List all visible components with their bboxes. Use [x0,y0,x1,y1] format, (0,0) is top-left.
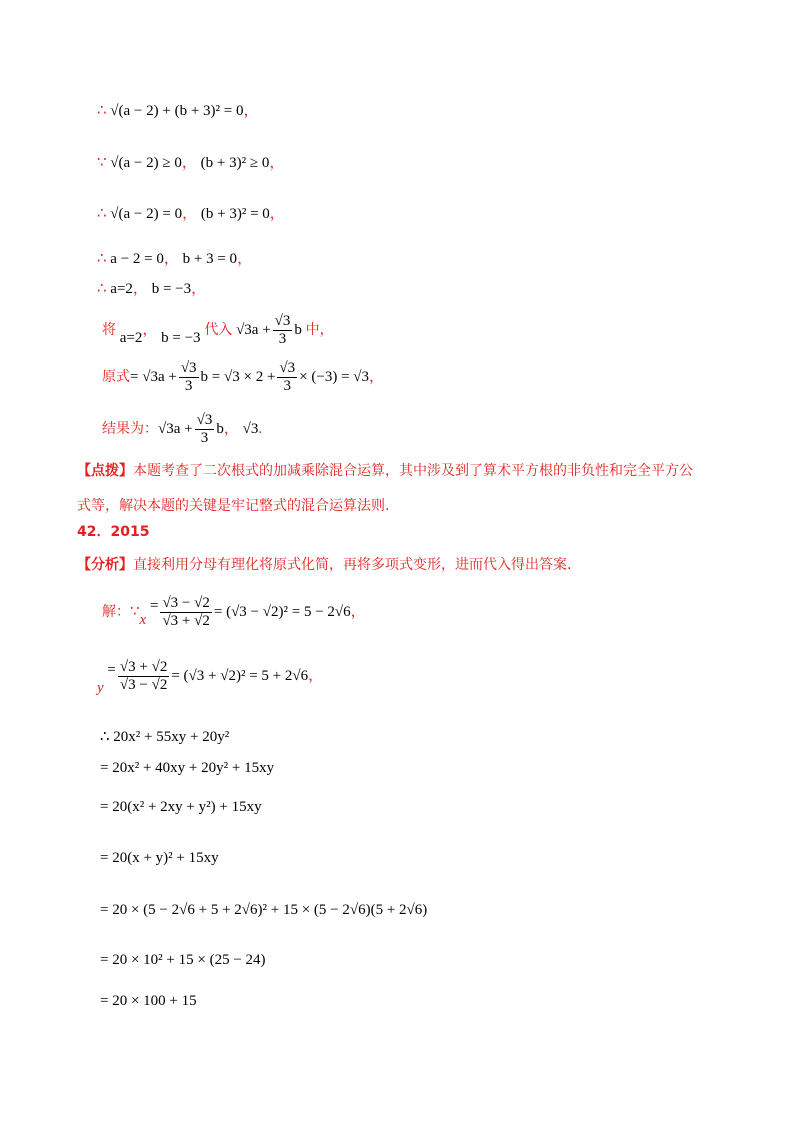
calc-step-6: = 20 × 10² + 15 × (25 − 24) [100,952,266,968]
punctuation: ， [132,281,148,297]
problem-number: 42．2015 [77,524,150,540]
math-expression-2: (b + 3)² = 0 [200,206,270,222]
math-expression-2: b + 3 = 0 [182,251,238,267]
calc-step-4: = 20(x + y)² + 15xy [100,850,219,866]
step-line-5 [97,278,206,299]
variable-y: y [97,680,104,696]
tip-line-2 [77,496,389,516]
value-a: a=2 [119,330,143,346]
because-symbol: ∵ [130,602,140,620]
fraction: $\frac{√3}{3}$ [279,360,296,395]
analysis-bracket: 【分析】 [77,557,133,573]
punctuation: ， [237,251,253,267]
fraction: $\frac{√3 + √2}{√3 - √2}$ [119,659,168,694]
substitute-mid: 代入 [204,322,233,338]
tip-text: 本题考查了二次根式的加减乘除混合运算，其中涉及到了算术平方根的非负性和完全平方公 [133,463,693,479]
solution-y-line: y = $\frac{√3 + √2}{√3 - √2}$ = (√3 + √2)² = 5 + 2√6， [97,659,324,696]
math-expression: b = √3 × 2 + [200,369,276,385]
math-expression: a − 2 = 0 [110,251,164,267]
calc-step-5: = 20 × (5 − 2√6 + 5 + 2√6)² + 15 × (5 − 2√6)(5 + 2√6) [100,902,428,918]
math-expression: × (−3) = √3 [299,369,370,385]
substitute-suffix: 中， [305,322,334,338]
original-label: 原式 [102,369,130,385]
punctuation: ， [191,281,207,297]
math-expression: = √3a + [130,369,177,385]
math-expression: √(a − 2) = 0 [110,206,183,222]
tip-bracket: 【点拨】 [77,463,133,479]
original-expression-line [102,359,384,395]
step-line-2 [97,152,284,173]
fraction: $\frac{√3}{3}$ [196,412,213,447]
substitute-line: 将 a=2， b = −3 代入 √3a + $\frac{√3}{3}$ b 中， [102,313,334,348]
punctuation: ， [269,206,285,222]
because-symbol: ∵ [97,153,107,171]
substitute-prefix: 将 [102,322,116,338]
math-expression: = (√3 + √2)² = 5 + 2√6 [171,668,309,684]
punctuation: ， [243,103,259,119]
expression-right: b [216,421,224,437]
therefore-symbol: ∴ [97,249,107,267]
calc-step-3: = 20(x² + 2xy + y²) + 15xy [100,799,262,815]
fraction: $\frac{√3}{3}$ [180,360,197,395]
therefore-symbol: ∴ [97,279,107,297]
punctuation: ， [269,155,285,171]
calc-step-7: = 20 × 100 + 15 [100,993,197,1009]
solution-x-line: 解：∵x = $\frac{√3 - √2}{√3 + √2}$ = (√3 − √2)² = 5 − 2√6， [102,595,366,630]
fraction: $\frac{√3}{3}$ [274,313,291,348]
result-line: 结果为：√3a + $\frac{√3}{3}$ b， √3. [102,412,263,447]
math-expression: = (√3 − √2)² = 5 − 2√6 [213,604,351,620]
fraction: $\frac{√3 - √2}{√3 + √2}$ [162,595,210,630]
analysis-text: 直接利用分母有理化将原式化简，再将多项式变形，进而代入得出答案. [133,557,572,573]
result-value: √3 [242,421,259,437]
value-b: b = −3 [161,330,201,346]
calc-step-1: ∴ 20x² + 55xy + 20y² [100,729,230,745]
solution-label: 解： [102,604,130,620]
step-line-3 [97,203,285,224]
therefore-symbol: ∴ [97,204,107,222]
expression-left: √3a + [158,421,193,437]
result-label: 结果为： [102,421,158,437]
tip-text: 式等，解决本题的关键是牢记整式的混合运算法则. [77,498,390,514]
punctuation: ， [369,369,385,385]
math-expression: √(a − 2) + (b + 3)² = 0 [110,103,244,119]
math-expression-2: b = −3 [151,281,192,297]
punctuation: ， [163,251,179,267]
calc-step-2: = 20x² + 40xy + 20y² + 15xy [100,760,275,776]
math-expression: √(a − 2) ≥ 0 [110,155,182,171]
step-line-4 [97,248,252,269]
therefore-symbol: ∴ [97,101,107,119]
math-expression-2: (b + 3)² ≥ 0 [200,155,270,171]
expression-right: b [294,322,302,338]
punctuation: ， [181,155,197,171]
expression-left: √3a + [236,322,271,338]
tip-line-1 [77,461,693,481]
punctuation: ， [182,206,198,222]
math-expression: a=2 [110,281,133,297]
variable-x: x [139,612,147,628]
analysis-line [77,555,571,575]
step-line-1 [97,100,259,121]
